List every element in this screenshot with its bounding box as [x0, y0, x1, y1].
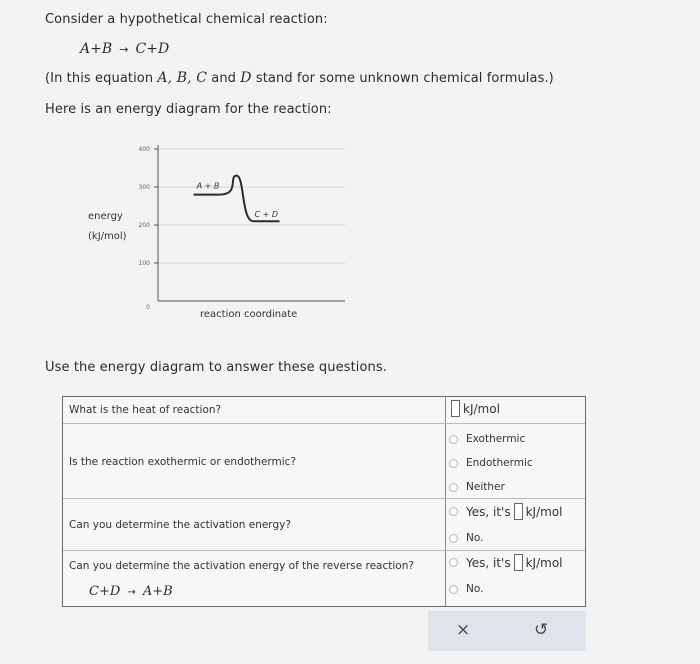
heat-input[interactable]: [451, 400, 460, 417]
undo-button[interactable]: [534, 620, 548, 640]
heat-answer: kJ/mol: [451, 400, 500, 417]
products: C+D: [135, 41, 170, 57]
option-endothermic[interactable]: Endothermic: [449, 457, 533, 469]
reaction-equation: [80, 38, 169, 57]
y-axis-label-line1: energy: [88, 211, 123, 222]
y-tick-label: 200: [138, 222, 150, 229]
question-table: [62, 396, 586, 607]
row-heat: [63, 397, 585, 423]
activation-input[interactable]: [514, 503, 523, 520]
equation-note: (In this equation A, B, C and D stand for some unknown chemical formulas.): [45, 70, 554, 86]
reactants: A+B: [80, 41, 113, 57]
question-activation: Can you determine the activation energy?: [69, 519, 291, 531]
row-exo-endo: [63, 423, 585, 498]
row-reverse-activation: [63, 550, 585, 607]
grid-lines: [158, 149, 345, 263]
y-axis-label-line2: (kJ/mol): [88, 231, 127, 242]
y-tick-label: 400: [138, 146, 150, 153]
undo-icon: ↺: [534, 620, 549, 640]
question-heat: What is the heat of reaction?: [69, 404, 222, 416]
x-axis-label: reaction coordinate: [200, 309, 298, 320]
radio-exothermic[interactable]: [449, 435, 458, 444]
radio-activation-no[interactable]: [449, 534, 458, 543]
reverse-activation-input[interactable]: [514, 554, 523, 571]
option-neither[interactable]: Neither: [449, 481, 505, 493]
question-reverse-activation: Can you determine the activation energy of the reverse reaction?: [69, 560, 414, 572]
option-reverse-no[interactable]: No.: [449, 583, 483, 595]
arrow-icon: →: [127, 587, 136, 598]
product-label: C + D: [254, 210, 279, 220]
y-tick-label: 100: [138, 260, 150, 267]
radio-reverse-yes[interactable]: [449, 558, 458, 567]
radio-reverse-no[interactable]: [449, 585, 458, 594]
option-activation-yes[interactable]: Yes, it's kJ/mol: [449, 503, 563, 520]
row-activation: [63, 498, 585, 551]
radio-activation-yes[interactable]: [449, 507, 458, 516]
question-exo-endo: Is the reaction exothermic or endothermic?: [69, 456, 297, 468]
radio-endothermic[interactable]: [449, 459, 458, 468]
reverse-equation: C+D → A+B: [89, 584, 173, 599]
y-tick-label: 0: [146, 304, 150, 311]
action-bar: [428, 611, 586, 651]
option-activation-no[interactable]: No.: [449, 532, 483, 544]
arrow-icon: →: [119, 43, 129, 56]
intro-line: Consider a hypothetical chemical reaction:: [45, 12, 328, 27]
clear-button[interactable]: [456, 620, 470, 640]
y-ticks: [139, 146, 158, 311]
option-reverse-yes[interactable]: Yes, it's kJ/mol: [449, 554, 563, 571]
close-icon: ×: [456, 620, 471, 640]
radio-neither[interactable]: [449, 483, 458, 492]
energy-diagram: [80, 135, 370, 330]
instructions: Use the energy diagram to answer these questions.: [45, 360, 387, 375]
reactant-label: A + B: [196, 181, 220, 191]
option-exothermic[interactable]: Exothermic: [449, 433, 525, 445]
diagram-intro: Here is an energy diagram for the reaction:: [45, 102, 332, 117]
y-tick-label: 300: [138, 184, 150, 191]
